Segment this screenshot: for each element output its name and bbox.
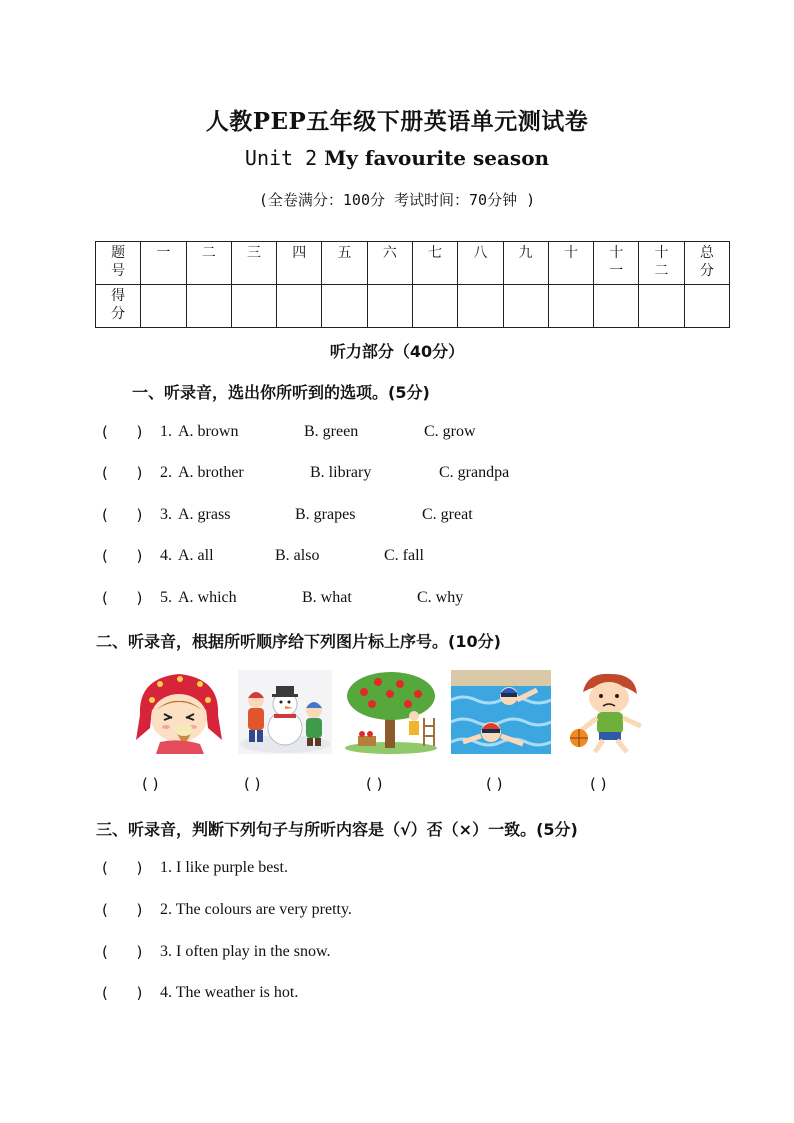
unit-name: My favourite season (324, 146, 550, 170)
option-a: A. which (178, 589, 237, 606)
question-number: 2. (160, 464, 172, 481)
option-b: B. green (304, 423, 359, 440)
score-cell[interactable] (231, 285, 276, 328)
col-1: 一 (141, 242, 186, 285)
score-cell[interactable] (277, 285, 322, 328)
score-cell[interactable] (548, 285, 593, 328)
score-table-score-row (96, 285, 730, 328)
unit-subtitle (0, 146, 794, 170)
score-cell[interactable] (594, 285, 639, 328)
option-a: A. brother (178, 464, 244, 481)
score-cell[interactable] (503, 285, 548, 328)
score-cell[interactable] (458, 285, 503, 328)
s3-statement-2 (102, 901, 702, 923)
statement-text: 4. The weather is hot. (160, 984, 299, 1001)
col-10: 十 (548, 242, 593, 285)
option-a: A. all (178, 547, 214, 564)
s1-question-2 (102, 464, 702, 486)
s1-question-5 (102, 589, 702, 611)
option-b: B. what (302, 589, 352, 606)
children-picking-apples-icon (342, 670, 440, 754)
s1-question-1 (102, 423, 702, 445)
children-swimming-icon (451, 670, 551, 754)
picture-1-answer-blank[interactable]: ( ) (142, 775, 159, 793)
col-12: 十 二 (639, 242, 684, 285)
picture-3-answer-blank[interactable]: ( ) (366, 775, 383, 793)
col-3: 三 (231, 242, 276, 285)
answer-blank[interactable]: ( ) (102, 984, 143, 1002)
option-c: C. fall (384, 547, 424, 564)
score-cell[interactable] (639, 285, 684, 328)
question-number: 3. (160, 506, 172, 523)
answer-blank[interactable]: ( ) (102, 423, 143, 441)
option-b: B. library (310, 464, 372, 481)
option-b: B. grapes (295, 506, 356, 523)
col-2: 二 (186, 242, 231, 285)
option-a: A. grass (178, 506, 231, 523)
option-c: C. grandpa (439, 464, 510, 481)
picture-5-answer-blank[interactable]: ( ) (590, 775, 607, 793)
col-5: 五 (322, 242, 367, 285)
answer-blank[interactable]: ( ) (102, 859, 143, 877)
col-6: 六 (367, 242, 412, 285)
section2-title: 二、听录音，根据所听顺序给下列图片标上序号。(10分) (96, 632, 501, 651)
score-table-header-row (96, 242, 730, 285)
option-c: C. great (422, 506, 473, 523)
statement-text: 3. I often play in the snow. (160, 943, 331, 960)
col-7: 七 (412, 242, 457, 285)
score-cell[interactable] (322, 285, 367, 328)
s1-question-3 (102, 506, 702, 528)
question-number: 1. (160, 423, 172, 440)
picture-4-answer-blank[interactable]: ( ) (486, 775, 503, 793)
boy-playing-basketball-icon (561, 670, 659, 754)
answer-blank[interactable]: ( ) (102, 547, 143, 565)
score-cell[interactable] (186, 285, 231, 328)
score-cell[interactable] (141, 285, 186, 328)
children-building-snowman-icon (238, 670, 332, 754)
option-c: C. grow (424, 423, 476, 440)
col-9: 九 (503, 242, 548, 285)
col-4: 四 (277, 242, 322, 285)
section1-title: 一、听录音，选出你所听到的选项。(5分) (132, 383, 430, 402)
answer-blank[interactable]: ( ) (102, 901, 143, 919)
score-cell[interactable] (367, 285, 412, 328)
exam-info: (全卷满分：100分 考试时间：70分钟 ) (258, 191, 536, 209)
question-number-label: 题 号 (96, 242, 141, 285)
answer-blank[interactable]: ( ) (102, 464, 143, 482)
question-number: 4. (160, 547, 172, 564)
unit-number: Unit 2 (244, 146, 318, 170)
question-number: 5. (160, 589, 172, 606)
col-11: 十 一 (594, 242, 639, 285)
score-table (95, 241, 730, 328)
answer-blank[interactable]: ( ) (102, 506, 143, 524)
listening-heading: 听力部分（40分） (329, 342, 465, 361)
s3-statement-4 (102, 984, 702, 1006)
page-title: 人教PEP五年级下册英语单元测试卷 (205, 108, 589, 135)
statement-text: 1. I like purple best. (160, 859, 288, 876)
s3-statement-3 (102, 943, 702, 965)
score-cell[interactable] (412, 285, 457, 328)
s1-question-4 (102, 547, 702, 569)
option-a: A. brown (178, 423, 239, 440)
answer-blank[interactable]: ( ) (102, 589, 143, 607)
section3-title: 三、听录音，判断下列句子与所听内容是（√）否（×）一致。(5分) (96, 820, 578, 839)
score-cell[interactable] (684, 285, 729, 328)
option-c: C. why (417, 589, 464, 606)
answer-blank[interactable]: ( ) (102, 943, 143, 961)
s3-statement-1 (102, 859, 702, 881)
statement-text: 2. The colours are very pretty. (160, 901, 352, 918)
score-label: 得 分 (96, 285, 141, 328)
girl-eating-ice-cream-icon (130, 670, 228, 754)
picture-2-answer-blank[interactable]: ( ) (244, 775, 261, 793)
col-total: 总 分 (684, 242, 729, 285)
col-8: 八 (458, 242, 503, 285)
option-b: B. also (275, 547, 320, 564)
